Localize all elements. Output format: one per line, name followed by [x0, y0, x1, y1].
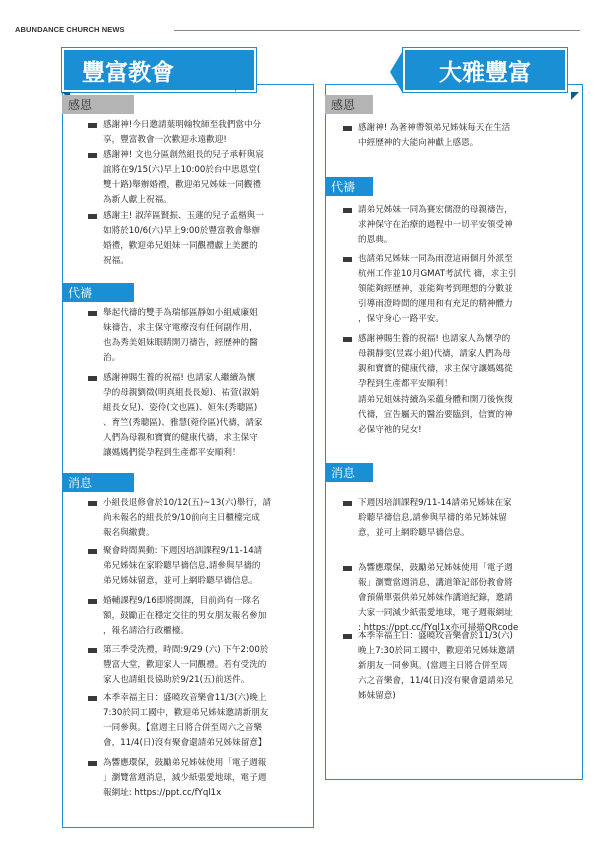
right-news-item: 本季幸福主日：盛曉玫音樂會於11/3(六) 晚上7:30於同工國中，歡迎弟兄姊妹邀請 新朋友一同參與。(當週主日將合併至周 六之音樂會，11/4(日)沒有聚會還請弟兄 姊妹留意) [358, 629, 576, 704]
left-news-item: 本季幸福主日：盛曉玫音樂會11/3(六)晚上 7:30於同工國中，歡迎弟兄姊妹邀請新朋友 一同參與。【當週主日將合併至周六之音樂 會，11/4(日)沒有聚會還請弟兄姊妹留意】 [103, 691, 307, 751]
left-news-item: 聚會時間異動: 下週因培訓課程9/11-14請 弟兄姊妹在家聆聽早禱信息,請參與早禱的 弟兄姊妹留意，並可上網聆聽早禱信息。 [103, 544, 307, 589]
left-title-arrow [235, 52, 247, 92]
right-prayer-item: 請弟兄姊妹一同為賽宏儒澄的母親禱告， 求神保守在治療的過程中一切平安領受神 的恩典。 [358, 203, 576, 248]
left-news-item: 為響應環保，鼓勵弟兄姊妹使用「電子週報 」瀏覽當週消息，減少紙張愛地球，電子週 報網址: https://ppt.cc/fYql1x [103, 756, 307, 801]
right-prayer-item: 也請弟兄姊妹一同為雨澄這兩個月外派至 杭州工作並10月GMAT考試代 禱，求主引 領能夠經歷神，並能夠考到理想的分數並 引導雨澄時間的運用和有充足的精神體力 ，保守身心一路平安。 [358, 252, 576, 327]
right-news-item: 下週因培訓課程9/11-14請弟兄姊妹在家 聆聽早禱信息,請參與早禱的弟兄姊妹留 意，並可上網聆聽早禱信息。 [358, 496, 576, 541]
left-thanks-item: 感謝神!今日邀請葉明翰牧師至我們當中分 享，豐富教會一次歡迎永遠歡迎! [103, 118, 307, 148]
right-prayer-note: 請弟兄姐妹持續為采藴身體和開刀後恢復 代禱，宣告屬天的醫治要臨到，信實的神 必保守祂的兒女! [358, 395, 513, 435]
left-thanks-item: 感謝主! 淑萍區賢振、玉蓮的兒子孟楷與一 如將於10/6(六)早上9:00於豐富教會舉辦 婚禮，歡迎弟兄姐妹一同觀禮獻上美麗的 祝福。 [103, 209, 307, 269]
right-news-item: 為響應環保，鼓勵弟兄姊妹使用「電子週 報」瀏覽當週消息，講道筆記部份教會將 會預備單張供弟兄姊妹作講道紀錄，邀請 大家一同減少紙張愛地球，電子週報網址 : https://ppt.cc/fYql1x亦可掃描QRcode [358, 561, 576, 636]
left-prayer-item: 舉起代禱的雙手為瑞郁區靜如小組威廉姐 妹禱告，求主保守電療沒有任何副作用， 也為秀美姐妹眼睛開刀禱告，經歷神的醫 治。 [103, 306, 307, 366]
right-column-title: 大雅豐富 [403, 48, 567, 92]
right-prayer-item: 感謝神賜生養的祝福! 也請家人為懷孕的 母親靜雯(昱霖小組)代禱，請家人們為母 親和寶寶的健康代禱，求主保守讓媽媽從 孕程到生產都平安順利！ [358, 332, 576, 392]
right-title-fold [571, 92, 579, 100]
header-rule [174, 30, 580, 31]
left-prayer-heading: 代禱 [62, 283, 134, 302]
left-prayer-item: 感謝神賜生養的祝福! 也請家人繼續為懷 孕的母親劉徵(明真組長長媳)、祐萱(淑娟 組長女兒)、姿伶(文也區)、姮朱(秀聰區) 、育竺(秀聰區)、雅慧(菀伶區)代禱，請家 人們為母親和寶寶的健康代禱，求主保守 讓媽媽們從孕程到生產都平安順利！ [103, 371, 307, 461]
left-news-heading: 消息 [62, 473, 134, 492]
left-news-item: 小組長退修會於10/12(五)~13(六)舉行，請 尚未報名的組長於9/10前向主日櫃檯完成 報名與繳費。 [103, 496, 307, 541]
left-news-item: 第三季受洗禮，時間:9/29 (六) 下午2:00於 豐富大堂，歡迎家人一同觀禮。若有受洗的 家人也請組長協助於9/21(五)前送件。 [103, 643, 307, 688]
left-thanks-item: 感謝神! 文也分區創然組長的兒子承軒與宸 誼將在9/15(六)早上10:00於台中思恩堂( 雙十路)舉辦婚禮，歡迎弟兄姊妹一同觀禮 為新人獻上祝福。 [103, 148, 307, 208]
left-thanks-heading: 感恩 [62, 95, 134, 114]
left-column-title: 豐富教會 [62, 48, 256, 92]
right-thanks-item: 感謝神! 為著神帶領弟兄姊妹每天在生活 中經歷神的大能向神獻上感恩。 [358, 121, 576, 151]
newsletter-header: ABUNDANCE CHURCH NEWS [15, 25, 125, 34]
right-news-heading: 消息 [325, 463, 373, 482]
right-thanks-heading: 感恩 [325, 95, 373, 114]
right-prayer-heading: 代禱 [325, 177, 373, 196]
right-title-arrow [390, 52, 402, 92]
left-news-item: 婚輔課程9/16即將開課，目前尚有一隊名 額，鼓勵正在穩定交往的男女朋友報名參加 ，報名請洽行政櫃檯。 [103, 594, 307, 639]
